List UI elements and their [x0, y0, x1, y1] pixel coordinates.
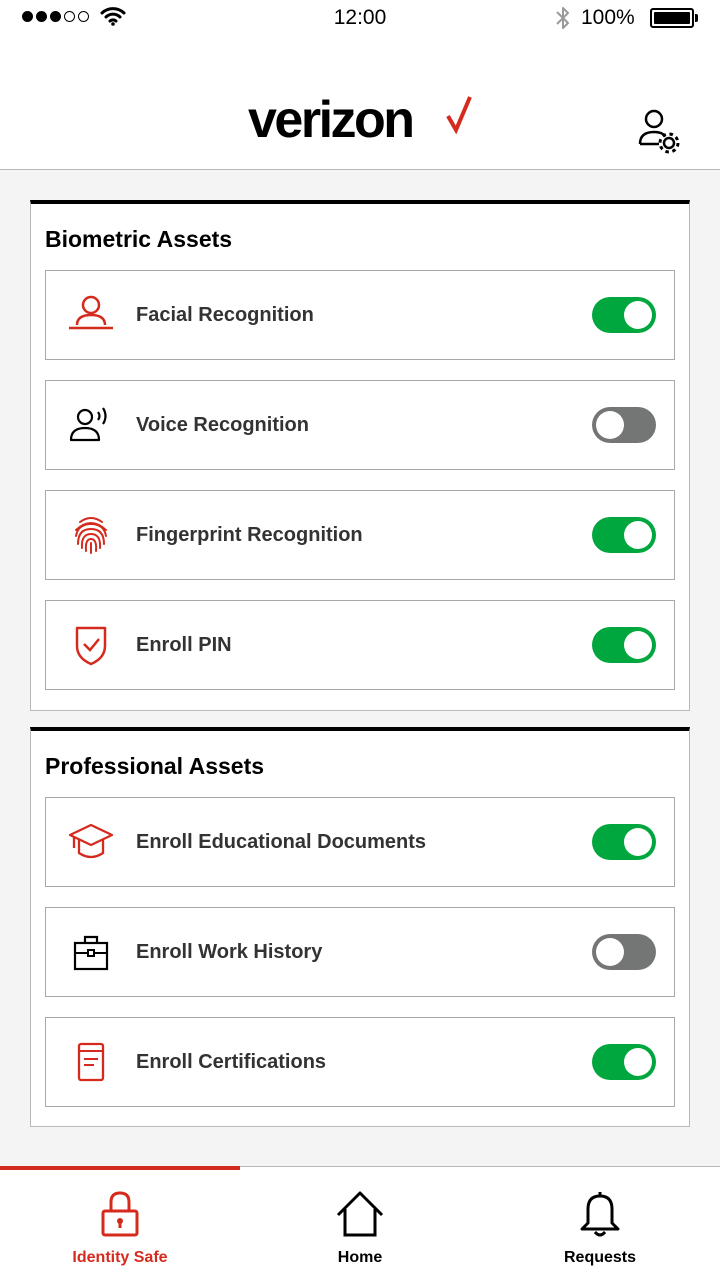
- status-time: 12:00: [333, 6, 387, 29]
- fingerprint-icon: [68, 514, 114, 556]
- tab-label: Requests: [563, 1249, 637, 1266]
- asset-row-voice-recognition: [45, 380, 675, 470]
- asset-label: Enroll Certifications: [136, 1051, 327, 1073]
- asset-label: Enroll Work History: [136, 941, 323, 963]
- biometric-assets-section: [30, 200, 690, 711]
- battery-icon: [650, 8, 694, 28]
- profile-settings-icon[interactable]: [636, 108, 684, 154]
- educational-documents-toggle[interactable]: [592, 824, 656, 860]
- asset-row-work-history: [45, 907, 675, 997]
- asset-label: Facial Recognition: [136, 304, 314, 326]
- fingerprint-recognition-toggle[interactable]: [592, 517, 656, 553]
- home-icon: [336, 1189, 384, 1239]
- lock-icon: [96, 1189, 144, 1239]
- work-history-toggle[interactable]: [592, 934, 656, 970]
- verizon-logo: verizon: [248, 91, 413, 149]
- asset-row-certifications: [45, 1017, 675, 1107]
- section-title: Professional Assets: [45, 753, 265, 779]
- status-bar: [0, 0, 720, 36]
- shield-check-icon: [68, 624, 114, 666]
- bottom-tab-bar: [0, 1166, 720, 1280]
- tab-home[interactable]: [240, 1167, 480, 1280]
- voice-recognition-toggle[interactable]: [592, 407, 656, 443]
- tab-identity-safe[interactable]: [0, 1167, 240, 1280]
- enroll-pin-toggle[interactable]: [592, 627, 656, 663]
- professional-assets-section: [30, 727, 690, 1127]
- tab-label: Identity Safe: [72, 1249, 168, 1266]
- asset-row-fingerprint-recognition: [45, 490, 675, 580]
- asset-label: Fingerprint Recognition: [136, 524, 363, 546]
- facial-recognition-toggle[interactable]: [592, 297, 656, 333]
- graduation-cap-icon: [68, 821, 114, 863]
- asset-row-educational-documents: [45, 797, 675, 887]
- asset-label: Voice Recognition: [136, 414, 309, 436]
- asset-label: Enroll PIN: [136, 634, 232, 656]
- briefcase-icon: [68, 931, 114, 973]
- bluetooth-icon: [554, 5, 572, 31]
- app-header: [0, 36, 720, 170]
- asset-row-facial-recognition: [45, 270, 675, 360]
- certifications-toggle[interactable]: [592, 1044, 656, 1080]
- battery-percent: 100%: [581, 6, 635, 29]
- face-icon: [68, 294, 114, 336]
- tab-requests[interactable]: [480, 1167, 720, 1280]
- tab-label: Home: [337, 1249, 383, 1266]
- bell-icon: [576, 1189, 624, 1239]
- logo-checkmark-icon: [445, 94, 473, 134]
- section-title: Biometric Assets: [45, 226, 233, 252]
- asset-label: Enroll Educational Documents: [136, 831, 427, 853]
- voice-icon: [68, 404, 114, 446]
- asset-row-enroll-pin: [45, 600, 675, 690]
- certificate-icon: [68, 1041, 114, 1083]
